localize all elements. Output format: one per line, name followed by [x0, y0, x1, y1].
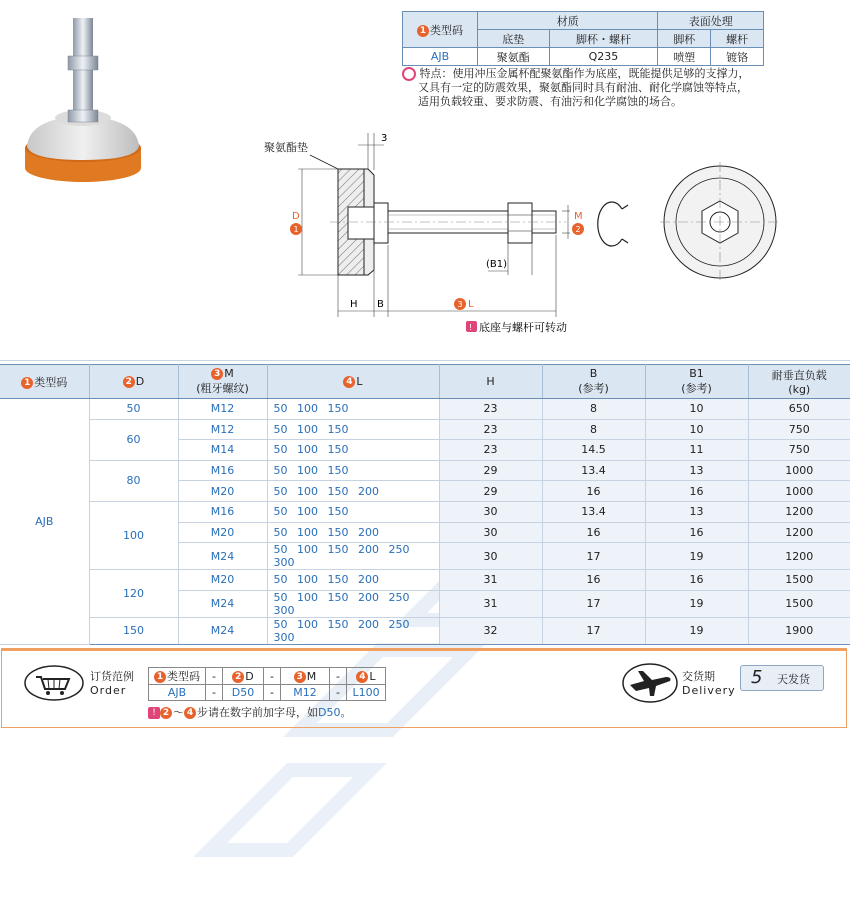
- cart-icon: [24, 665, 84, 701]
- col-b1: B1 (参考): [645, 365, 748, 399]
- table-row: 120 M20 50 100 150 200 31 16 16 1500: [0, 570, 850, 591]
- svg-text:!: !: [469, 323, 473, 332]
- table-row: 80 M16 50 100 150 29 13.4 13 1000: [0, 460, 850, 481]
- dim-h: H: [350, 299, 358, 310]
- main-table-header: [0, 365, 850, 399]
- spec-pad-header: 底垫: [478, 30, 550, 48]
- table-row: 60 M12 50 100 150 23 8 10 750: [0, 419, 850, 440]
- col-b: B (参考): [542, 365, 645, 399]
- spec-cup-header: 脚杯: [658, 30, 711, 48]
- order-title-cn: 订货范例: [90, 670, 134, 683]
- divider: [0, 360, 850, 361]
- spec-type-value: AJB: [403, 48, 478, 66]
- table-row: 100 M16 50 100 150 30 13.4 13 1200: [0, 501, 850, 522]
- order-h-l: 4 L: [347, 668, 386, 685]
- note-icon: !: [148, 707, 160, 719]
- feature-line-1: 特点：使用冲压金属杯配聚氨酯作为底座，既能提供足够的支撑力，: [419, 67, 750, 80]
- dim-b: B: [377, 299, 384, 310]
- table-row: M14 50 100 150 23 14.5 11 750: [0, 440, 850, 461]
- dim-3: 3: [381, 133, 388, 144]
- col-l: 4 L: [267, 365, 439, 399]
- spec-table: [402, 11, 764, 66]
- order-v-type: AJB: [149, 685, 206, 701]
- col-type: 1 类型码: [0, 365, 89, 399]
- delivery-title-cn: 交货期: [682, 670, 715, 683]
- svg-text:3: 3: [457, 300, 463, 309]
- product-photo: [18, 18, 148, 193]
- spec-material-header: 材质: [478, 12, 658, 30]
- feature-line-3: 适用负载较重、要求防震、有油污和化学腐蚀的场合。: [418, 95, 682, 108]
- spec-screw-value: 镀铬: [711, 48, 764, 66]
- table-row: M24 50 100 150 200 250 300 30 17 19 1200: [0, 543, 850, 570]
- spec-cup-value: 喷塑: [658, 48, 711, 66]
- feature-icon: [402, 67, 416, 81]
- features-text: [402, 67, 772, 109]
- order-example-table: 1 类型码 - 2 D - 3 M - 4 L AJB - D50 - M12 - L100: [148, 667, 386, 701]
- col-m: 3 M (粗牙螺纹): [178, 365, 267, 399]
- spec-screw-header: 螺杆: [711, 30, 764, 48]
- col-d: 2 D: [89, 365, 178, 399]
- order-v-d: D50: [223, 685, 264, 701]
- table-row: M24 50 100 150 200 250 300 31 17 19 1500: [0, 590, 850, 617]
- table-row: AJB 50 M12 50 100 150 23 8 10 650: [0, 399, 850, 420]
- order-h-d: 2 D: [223, 668, 264, 685]
- order-h-m: 3 M: [281, 668, 330, 685]
- svg-text:2: 2: [575, 225, 581, 234]
- dim-l: L: [468, 299, 474, 310]
- dim-d: D: [292, 211, 300, 222]
- table-row: M20 50 100 150 200 29 16 16 1000: [0, 481, 850, 502]
- spec-surface-header: 表面处理: [658, 12, 764, 30]
- feature-line-2: 又具有一定的防震效果，聚氨酯同时具有耐油、耐化学腐蚀等特点，: [418, 81, 748, 94]
- spec-pad-value: 聚氨酯: [478, 48, 550, 66]
- spec-cup-screw-header: 脚杯・螺杆: [549, 30, 658, 48]
- rotate-note: 底座与螺杆可转动: [479, 321, 567, 334]
- table-row: 150 M24 50 100 150 200 250 300 32 17 19 1900: [0, 617, 850, 644]
- order-panel: [1, 648, 847, 728]
- delivery-days-text: 天发货: [777, 673, 810, 686]
- order-h-type: 1 类型码: [149, 668, 206, 685]
- svg-text:1: 1: [293, 225, 299, 234]
- order-title-en: Order: [90, 684, 127, 697]
- spec-cup-screw-value: Q235: [549, 48, 658, 66]
- order-note: ! 2 ～ 4 步请在数字前加字母，如D50。: [148, 704, 351, 720]
- pad-label: 聚氨酯垫: [264, 141, 308, 154]
- airplane-icon: [622, 663, 678, 703]
- delivery-title-en: Delivery: [682, 684, 736, 697]
- spec-type-header: 1 类型码: [403, 12, 478, 48]
- col-load: 耐垂直负载 (kg): [748, 365, 850, 399]
- type-cell: AJB: [0, 399, 89, 645]
- order-v-l: L100: [347, 685, 386, 701]
- order-v-m: M12: [281, 685, 330, 701]
- delivery-badge: [740, 665, 824, 691]
- dim-m: M: [574, 211, 583, 222]
- table-row: M20 50 100 150 200 30 16 16 1200: [0, 522, 850, 543]
- col-h: H: [439, 365, 542, 399]
- technical-drawing: [250, 125, 790, 340]
- main-table: [0, 364, 850, 645]
- delivery-days: 5: [751, 667, 763, 688]
- dim-b1: (B1): [486, 259, 508, 270]
